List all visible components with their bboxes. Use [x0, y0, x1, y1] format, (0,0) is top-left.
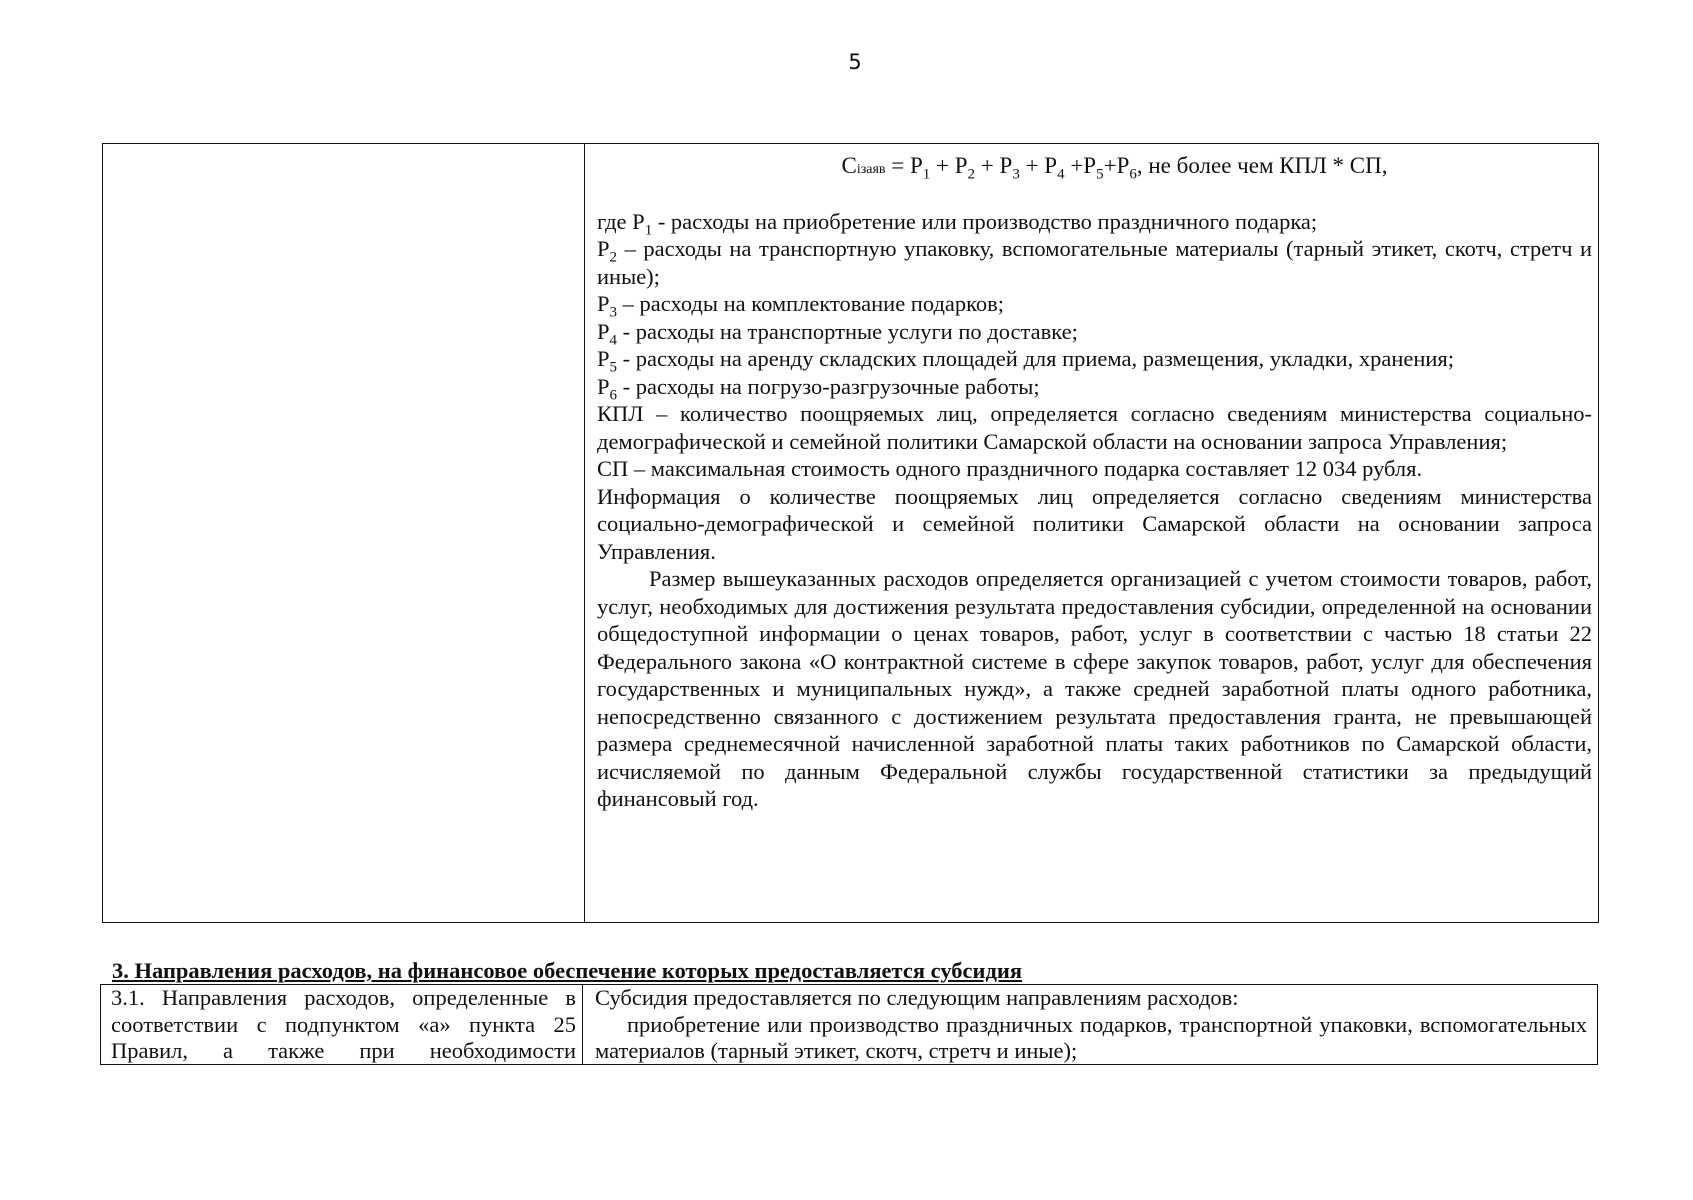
formula-equals: =: [885, 153, 910, 178]
info-paragraph: Информация о количестве поощряемых лиц определяется согласно сведениям министерства социально-демографической и семейной политики Самарской области на основании запроса Управления.: [597, 483, 1592, 564]
formula-terms: $P_1 + P_2 + P_3 + P_4 +P_5+P_6$: [909, 153, 1137, 183]
definition-p6: $P_6$ - расходы на погрузо-разгрузочные работы;: [597, 373, 1040, 403]
definition-p2: $P_2$ – расходы на транспортную упаковку, вспомогательные материалы (тарный этикет, скотч, стретч и иные);: [597, 236, 1592, 289]
definition-kpl: КПЛ – количество поощряемых лиц, определяется согласно сведениям министерства социально-демографической и семейной политики Самарской области на основании запроса Управления;: [597, 401, 1592, 454]
definition-p3: $P_3$ – расходы на комплектование подарков;: [597, 291, 1005, 321]
definition-p1: где $P_1$ - расходы на приобретение или производство праздничного подарка;: [597, 208, 1318, 238]
expense-directions-left-cell: 3.1. Направления расходов, определенные в соответствии с подпунктом «а» пункта 25 Правил, а также при необходимости: [101, 985, 583, 1064]
section-3-title: 3. Направления расходов, на финансовое обеспечение которых предоставляется субсидия: [112, 958, 1022, 983]
calculation-table-right-cell: [585, 144, 1598, 922]
page-number: 5: [848, 50, 862, 74]
formula-lhs-subscript: iзаяв: [856, 162, 886, 177]
expense-directions-right-cell: [583, 985, 1597, 1064]
definition-p4: $P_4$ - расходы на транспортные услуги по доставке;: [597, 318, 1078, 348]
formula-tail: , не более чем КПЛ * СП,: [1136, 153, 1388, 178]
definition-p5: $P_5$ - расходы на аренду складских площадей для приема, размещения, укладки, хранения;: [597, 346, 1455, 376]
cost-formula: [597, 152, 1592, 184]
definition-sp: СП – максимальная стоимость одного праздничного подарка составляет 12 034 рубля.: [597, 456, 1423, 481]
expense-size-paragraph: Размер вышеуказанных расходов определяется организацией с учетом стоимости товаров, работ, услуг, необходимых для достижения результата предоставления субсидии, определенной на основании общедоступной информации о ценах товаров, работ, услуг в соответствии с частью 18 статьи 22 Федерального закона «О контрактной системе в сфере закупок товаров, работ, услуг для обеспечения государственных и муниципальных нужд», а также средней заработной платы одного работника, непосредственно связанного с достижением результата предоставления гранта, не превышающей размера среднемесячной начисленной заработной платы таких работников по Самарской области, исчисляемой по данным Федеральной службы государственной статистики за предыдущий финансовый год.: [597, 566, 1592, 811]
formula-lhs: C: [841, 153, 857, 178]
calculation-table: [102, 143, 1599, 923]
expense-directions-item: приобретение или производство праздничных подарков, транспортной упаковки, вспомогательных материалов (тарный этикет, скотч, стретч и иные);: [595, 1011, 1587, 1063]
calculation-table-left-cell: [103, 144, 585, 922]
expense-directions-intro: Субсидия предоставляется по следующим направлениям расходов:: [595, 985, 1239, 1010]
expense-directions-table: [100, 984, 1598, 1065]
